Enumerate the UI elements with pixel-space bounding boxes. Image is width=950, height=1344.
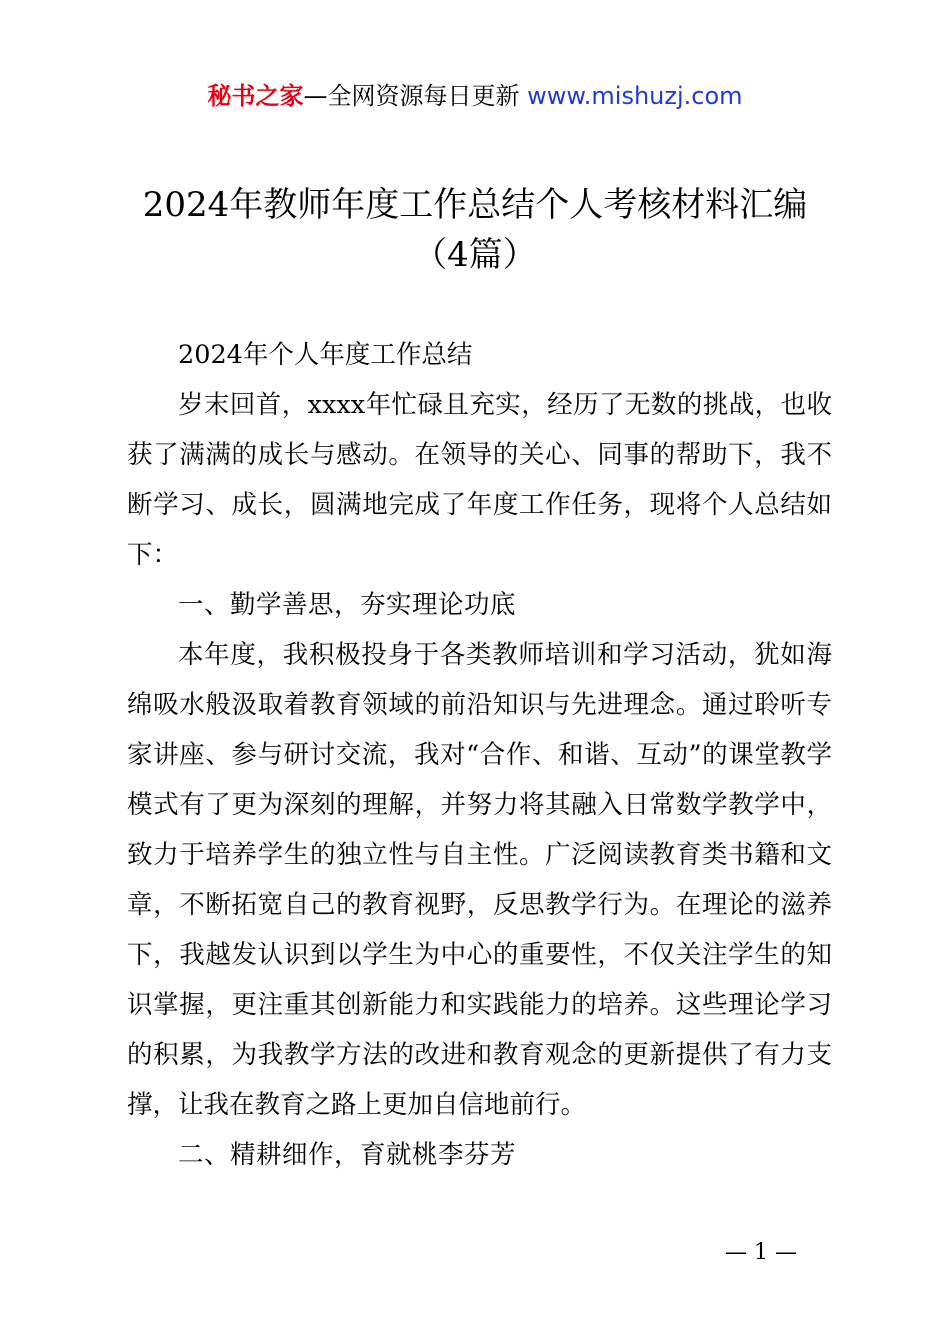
site-url-link[interactable]: www.mishuzj.com	[527, 82, 743, 110]
section-subtitle: 2024年个人年度工作总结	[178, 340, 473, 370]
section-heading-2: 二、精耕细作，育就桃李芬芳	[178, 1140, 517, 1170]
site-header	[0, 80, 950, 112]
section-heading-1: 一、勤学善思，夯实理论功底	[178, 590, 517, 620]
page-number: — 1 —	[725, 1240, 797, 1265]
document-title	[0, 180, 950, 280]
site-brand: 秘书之家	[207, 82, 304, 110]
document-title-line1: 2024年教师年度工作总结个人考核材料汇编	[142, 185, 808, 225]
intro-paragraph: 岁末回首，xxxx年忙碌且充实，经历了无数的挑战，也收获了满满的成长与感动。在领导的关心、同事的帮助下，我不断学习、成长，圆满地完成了年度工作任务，现将个人总结如下：	[127, 390, 832, 570]
body-paragraph-1: 本年度，我积极投身于各类教师培训和学习活动，犹如海绵吸水般汲取着教育领域的前沿知识与先进理念。通过聆听专家讲座、参与研讨交流，我对“合作、和谐、互动”的课堂教学模式有了更为深刻的理解，并努力将其融入日常数学教学中，致力于培养学生的独立性与自主性。广泛阅读教育类书籍和文章，不断拓宽自己的教育视野，反思教学行为。在理论的滋养下，我越发认识到以学生为中心的重要性，不仅关注学生的知识掌握，更注重其创新能力和实践能力的培养。这些理论学习的积累，为我教学方法的改进和教育观念的更新提供了有力支撑，让我在教育之路上更加自信地前行。	[127, 640, 832, 1120]
document-body	[127, 330, 832, 1180]
document-title-line2: （4篇）	[413, 235, 537, 275]
site-tagline: —全网资源每日更新	[303, 82, 528, 110]
